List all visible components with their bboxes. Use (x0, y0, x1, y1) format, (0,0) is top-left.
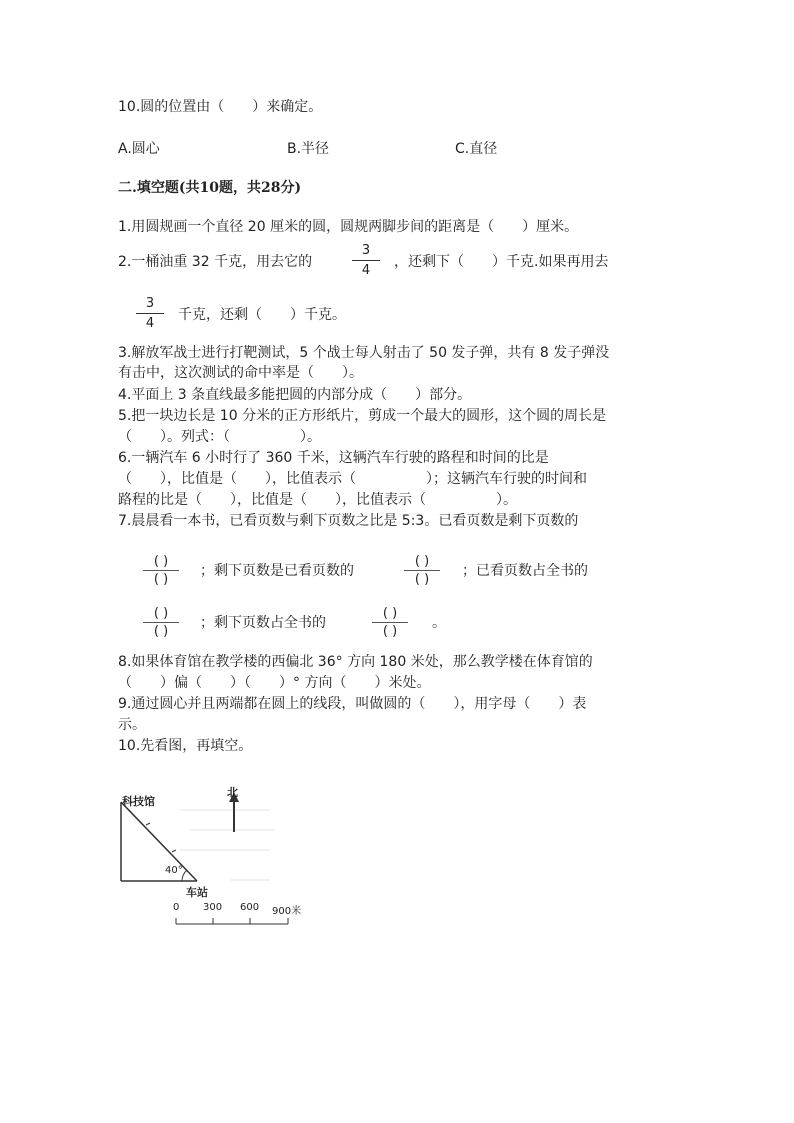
background-faint-marks (180, 810, 275, 880)
question-2-part-a: 2.一桶油重 32 千克，用去它的 (118, 254, 313, 270)
fraction-bar (372, 622, 408, 623)
fraction-denominator: 4 (145, 316, 155, 331)
question-8-line-2: （ ）偏（ ）（ ）° 方向（ ）米处。 (118, 675, 431, 691)
fraction-bar (404, 570, 440, 571)
fraction-bar (143, 570, 179, 571)
question-7-text-3: ；剩下页数占全书的 (200, 615, 326, 631)
fraction-three-quarters (352, 243, 380, 278)
label-angle: 40° (165, 865, 183, 876)
blank-numerator: ( ) (153, 554, 169, 569)
blank-denominator: ( ) (153, 572, 169, 587)
question-5-line-2: （ ）。列式：（ ）。 (118, 429, 321, 445)
option-c: C.直径 (455, 141, 498, 157)
label-north: 北 (227, 786, 238, 799)
question-4: 4.平面上 3 条直线最多能把圆的内部分成（ ）部分。 (118, 387, 472, 403)
fraction-numerator: 3 (361, 243, 371, 258)
blank-fraction-1 (143, 554, 179, 587)
fraction-bar (143, 622, 179, 623)
map-figure (110, 780, 330, 930)
blank-fraction-4 (372, 606, 408, 639)
question-9-line-1: 9.通过圆心并且两端都在圆上的线段，叫做圆的（ ），用字母（ ）表 (118, 696, 587, 712)
question-1: 1.用圆规画一个直径 20 厘米的圆，圆规两脚步间的距离是（ ）厘米。 (118, 219, 579, 235)
scale-tick-900: 900米 (272, 906, 302, 917)
question-6-line-2: （ ），比值是（ ），比值表示（ ）；这辆汽车行驶的时间和 (118, 471, 587, 487)
angle-arc (182, 870, 187, 881)
question-3-line-1: 3.解放军战士进行打靶测试，5 个战士每人射击了 50 发子弹，共有 8 发子弹没 (118, 345, 610, 361)
question-2-part-c: 千克，还剩（ ）千克。 (178, 307, 346, 323)
blank-numerator: ( ) (414, 554, 430, 569)
blank-denominator: ( ) (153, 624, 169, 639)
question-7-text-4: 。 (432, 615, 446, 631)
triangle-path (121, 802, 197, 881)
q10-choice-question: 10.圆的位置由（ ）来确定。 (118, 99, 323, 115)
fraction-denominator: 4 (361, 263, 371, 278)
blank-fraction-2 (404, 554, 440, 587)
question-7-text-1: ；剩下页数是已看页数的 (200, 563, 354, 579)
question-9-line-2: 示。 (118, 717, 146, 733)
scale-tick-300: 300 (203, 902, 223, 913)
fraction-bar (352, 260, 380, 261)
scale-tick-600: 600 (240, 902, 260, 913)
blank-numerator: ( ) (382, 606, 398, 621)
blank-denominator: ( ) (382, 624, 398, 639)
option-a: A.圆心 (118, 141, 160, 157)
blank-fraction-3 (143, 606, 179, 639)
fraction-bar (136, 313, 164, 314)
question-6-line-3: 路程的比是（ ），比值是（ ），比值表示（ ）。 (118, 492, 517, 508)
blank-numerator: ( ) (153, 606, 169, 621)
section-heading: 二.填空题(共10题，共28分) (118, 180, 302, 196)
question-6-line-1: 6.一辆汽车 6 小时行了 360 千米，这辆汽车行驶的路程和时间的比是 (118, 450, 549, 466)
option-b: B.半径 (287, 141, 330, 157)
question-3-line-2: 有击中，这次测试的命中率是（ ）。 (118, 365, 363, 381)
question-7-line-1: 7.晨晨看一本书，已看页数与剩下页数之比是 5:3。已看页数是剩下页数的 (118, 513, 579, 529)
question-5-line-1: 5.把一块边长是 10 分米的正方形纸片，剪成一个最大的圆形，这个圆的周长是 (118, 408, 607, 424)
question-7-text-2: ；已看页数占全书的 (462, 563, 588, 579)
hypotenuse-ticks (146, 823, 176, 852)
label-station: 车站 (186, 886, 208, 899)
scale-tick-0: 0 (173, 902, 180, 913)
scale-bar (176, 918, 288, 924)
question-10: 10.先看图，再填空。 (118, 738, 253, 754)
fraction-three-quarters-2 (136, 296, 164, 331)
label-science-museum: 科技馆 (122, 795, 155, 808)
fraction-numerator: 3 (145, 296, 155, 311)
question-2-part-b: ，还剩下（ ）千克.如果再用去 (394, 254, 609, 270)
blank-denominator: ( ) (414, 572, 430, 587)
question-8-line-1: 8.如果体育馆在教学楼的西偏北 36° 方向 180 米处，那么教学楼在体育馆的 (118, 654, 593, 670)
